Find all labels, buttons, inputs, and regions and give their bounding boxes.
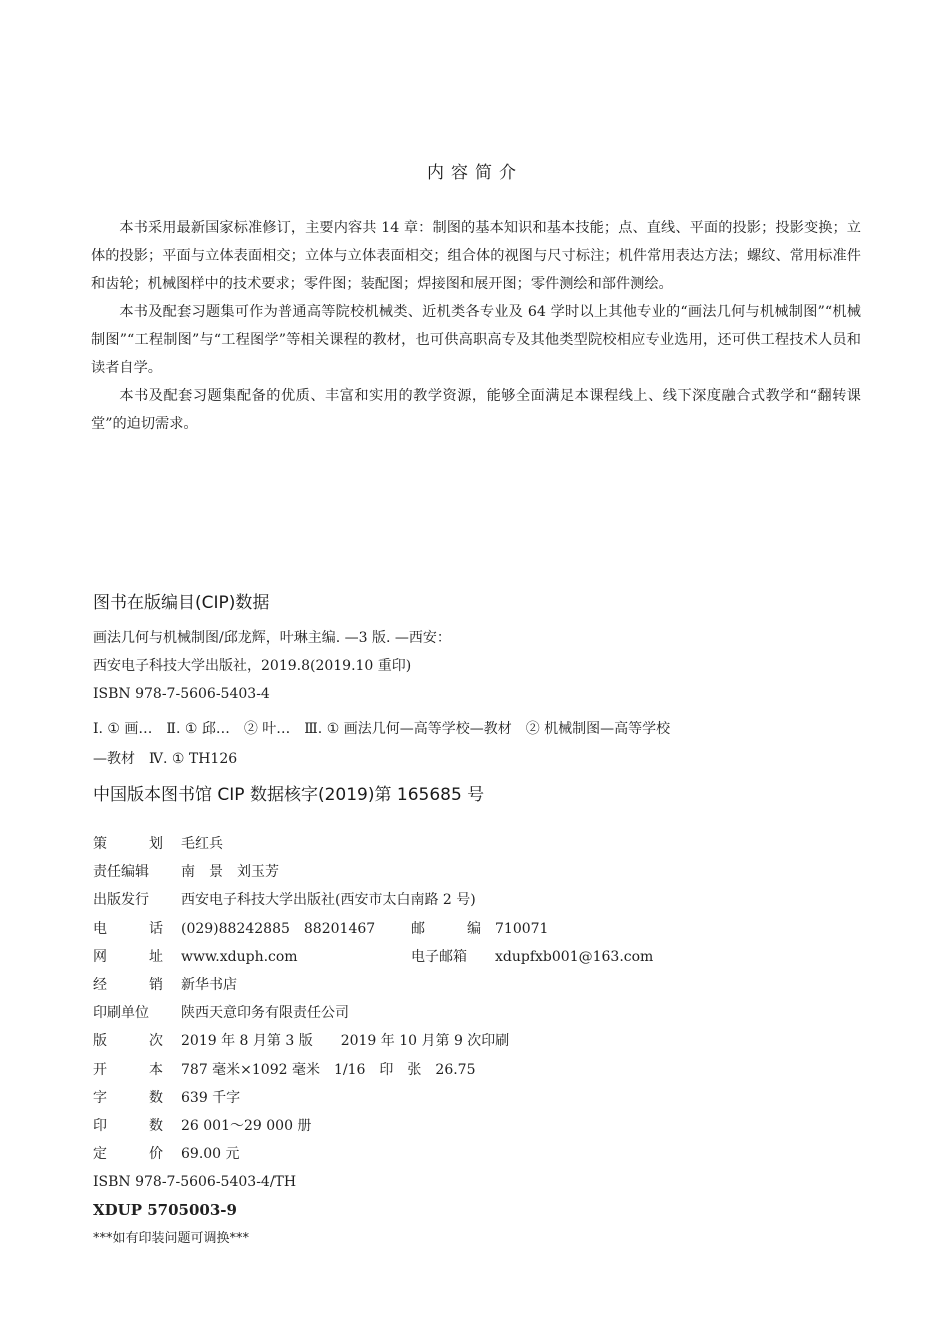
- info-row-editor: [93, 858, 893, 886]
- info-row-edition: [93, 1027, 893, 1055]
- cip-classification: [93, 714, 883, 774]
- isbn-full: ISBN 978-7-5606-5403-4/TH: [93, 1174, 297, 1191]
- value-price: 69.00 元: [181, 1146, 240, 1163]
- intro-paragraph: 本书及配套习题集配备的优质、丰富和实用的教学资源，能够全面满足本课程线上、线下深度融合式教学和“翻转课堂”的迫切需求。: [91, 388, 861, 432]
- intro-paragraph: 本书及配套习题集可作为普通高等院校机械类、近机类各专业及 64 学时以上其他专业的“画法几何与机械制图”“机械制图”“工程制图”与“工程图学”等相关课程的教材，也可供高职高专及其他类型院校相应专业选用，还可供工程技术人员和读者自学。: [91, 304, 861, 376]
- cip-number: 中国版本图书馆 CIP 数据核字(2019)第 165685 号: [93, 785, 485, 805]
- label-website: 网 址: [93, 948, 163, 965]
- value-editor: 南 景 刘玉芳: [181, 864, 279, 881]
- publisher-code: XDUP 5705003-9: [93, 1201, 237, 1220]
- value-edition: 2019 年 8 月第 3 版 2019 年 10 月第 9 次印刷: [181, 1033, 510, 1050]
- info-row-printer: [93, 999, 893, 1027]
- label-postcode: 邮 编: [411, 920, 481, 937]
- info-row-notice: [93, 1225, 893, 1253]
- value-words: 639 千字: [181, 1089, 241, 1106]
- cip-line: ISBN 978-7-5606-5403-4: [93, 686, 270, 702]
- value-distributor: 新华书店: [181, 976, 237, 993]
- cip-class-line: —教材 Ⅳ. ① TH126: [93, 751, 238, 767]
- label-distributor: 经 销: [93, 976, 163, 993]
- value-format: 787 毫米×1092 毫米 1/16 印 张 26.75: [181, 1061, 476, 1078]
- label-phone: 电 话: [93, 920, 163, 937]
- info-row-price: [93, 1140, 893, 1168]
- cip-class-line: Ⅰ. ① 画… Ⅱ. ① 邱… ② 叶… Ⅲ. ① 画法几何—高等学校—教材 ② 机械制图—高等学校: [93, 721, 671, 737]
- label-publisher: 出版发行: [93, 892, 149, 909]
- info-row-website: [93, 943, 893, 971]
- info-row-words: [93, 1084, 893, 1112]
- publication-info: [93, 830, 893, 1253]
- value-postcode: 710071: [495, 920, 549, 937]
- info-row-distributor: [93, 971, 893, 999]
- value-copies: 26 001～29 000 册: [181, 1117, 312, 1134]
- info-row-publisher: [93, 886, 893, 914]
- cip-line: 西安电子科技大学出版社，2019.8(2019.10 重印): [93, 658, 412, 674]
- intro-body: [91, 214, 861, 438]
- label-email: 电子邮箱: [411, 948, 467, 965]
- info-row-copies: [93, 1112, 893, 1140]
- info-row-phone: [93, 915, 893, 943]
- info-row-format: [93, 1056, 893, 1084]
- cip-heading: 图书在版编目(CIP)数据: [93, 593, 270, 613]
- replacement-notice: ***如有印装问题可调换***: [93, 1230, 250, 1246]
- cip-record: [93, 624, 883, 708]
- value-phone: (029)88242885 88201467: [181, 920, 376, 937]
- intro-paragraph: 本书采用最新国家标准修订，主要内容共 14 章：制图的基本知识和基本技能；点、直线、平面的投影；投影变换；立体的投影；平面与立体表面相交；立体与立体表面相交；组合体的视图与尺寸标注；机件常用表达方法；螺纹、常用标准件和齿轮；机械图样中的技术要求；零件图；装配图；焊接图和展开图；零件测绘和部件测绘。: [91, 220, 861, 292]
- value-printer: 陕西天意印务有限责任公司: [181, 1005, 349, 1022]
- label-printer: 印刷单位: [93, 1005, 149, 1022]
- value-website: www.xduph.com: [181, 948, 298, 965]
- value-publisher: 西安电子科技大学出版社(西安市太白南路 2 号): [181, 892, 476, 909]
- info-row-isbn: [93, 1168, 893, 1196]
- label-copies: 印 数: [93, 1117, 163, 1134]
- label-price: 定 价: [93, 1146, 163, 1163]
- cip-line: 画法几何与机械制图/邱龙辉，叶琳主编. —3 版. —西安：: [93, 630, 451, 646]
- value-planner: 毛红兵: [181, 836, 223, 852]
- label-format: 开 本: [93, 1061, 163, 1078]
- label-planner: 策 划: [93, 836, 163, 852]
- label-editor: 责任编辑: [93, 864, 149, 881]
- value-email: xdupfxb001@163.com: [495, 948, 654, 965]
- info-row-code: [93, 1196, 893, 1224]
- info-row-planner: [93, 830, 893, 858]
- label-words: 字 数: [93, 1089, 163, 1106]
- intro-title: 内容简介: [427, 163, 523, 183]
- label-edition: 版 次: [93, 1033, 163, 1050]
